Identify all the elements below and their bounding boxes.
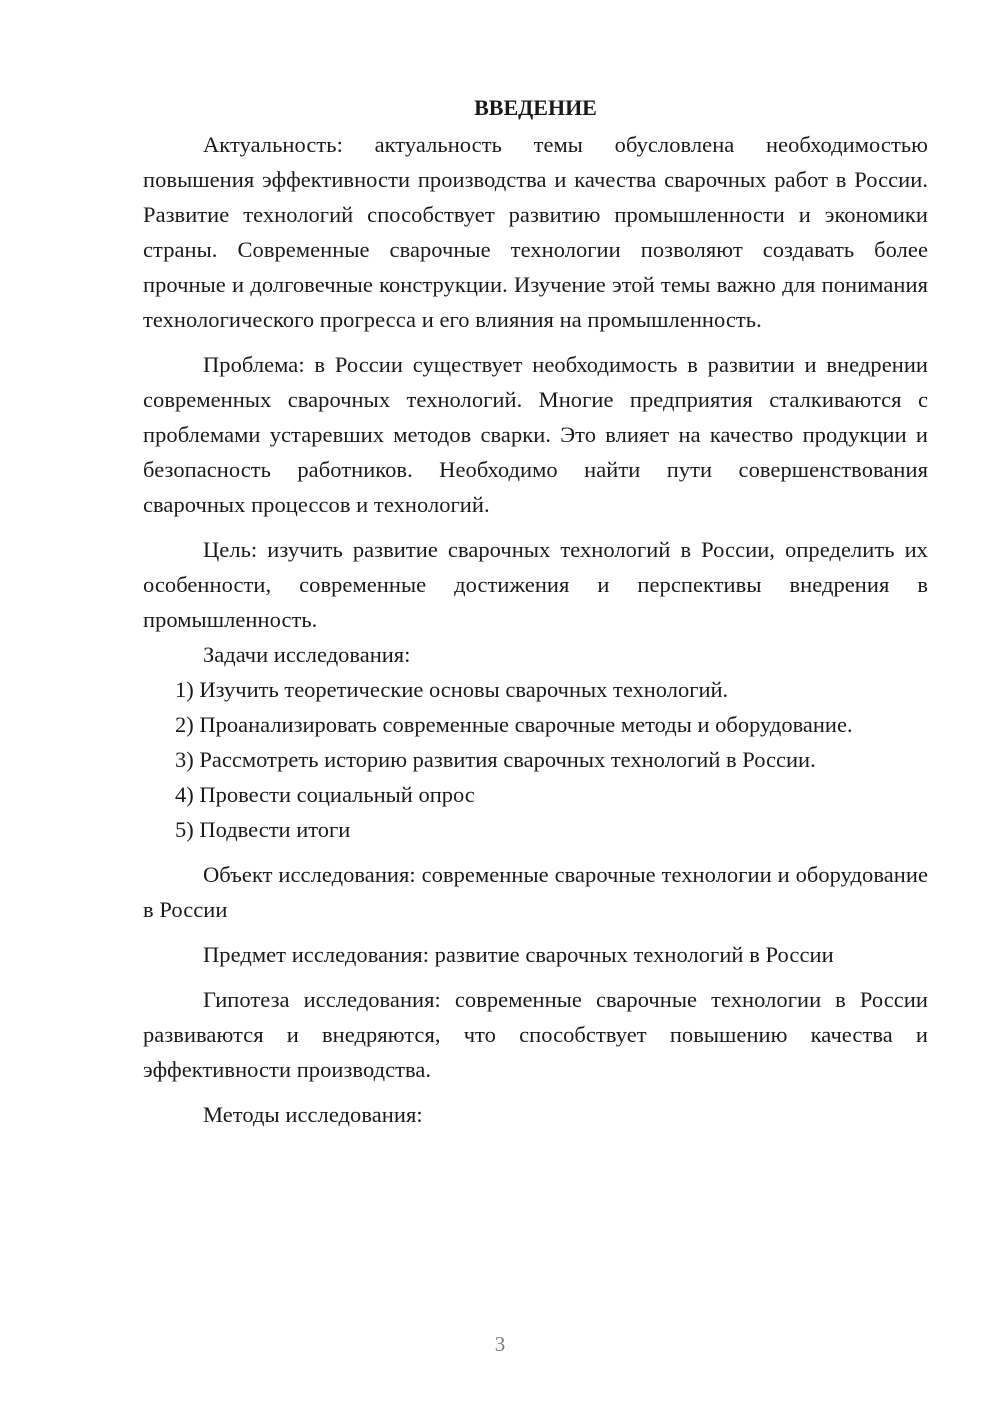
task-item-2: 2) Проанализировать современные сварочные методы и оборудование. xyxy=(175,712,853,737)
paragraph-object: Объект исследования: современные сварочные технологии и оборудование в России xyxy=(143,862,928,922)
paragraph-problem: Проблема: в России существует необходимость в развитии и внедрении современных сварочных технологий. Многие предприятия сталкиваются с проблемами устаревших методов сварки. Это влияет на качество продукции и безопасность работников. Необходимо найти пути совершенствования сварочных процессов и технологий. xyxy=(143,352,928,517)
methods-heading: Методы исследования: xyxy=(203,1102,423,1127)
paragraph-goal: Цель: изучить развитие сварочных технологий в России, определить их особенности, современные достижения и перспективы внедрения в промышленность. xyxy=(143,537,928,632)
task-item-5: 5) Подвести итоги xyxy=(175,817,351,842)
task-item-1: 1) Изучить теоретические основы сварочных технологий. xyxy=(175,677,729,702)
page-number: 3 xyxy=(494,1332,506,1356)
section-title: ВВЕДЕНИЕ xyxy=(474,95,597,120)
task-item-4: 4) Провести социальный опрос xyxy=(175,782,475,807)
paragraph-hypothesis: Гипотеза исследования: современные сварочные технологии в России развиваются и внедряются, что способствует повышению качества и эффективности производства. xyxy=(143,987,928,1082)
tasks-heading: Задачи исследования: xyxy=(203,642,411,667)
task-item-3: 3) Рассмотреть историю развития сварочных технологий в России. xyxy=(175,747,816,772)
document-page xyxy=(143,90,928,1132)
paragraph-subject: Предмет исследования: развитие сварочных технологий в России xyxy=(203,942,834,967)
paragraph-relevance: Актуальность: актуальность темы обусловлена необходимостью повышения эффективности производства и качества сварочных работ в России. Развитие технологий способствует развитию промышленности и экономики страны. Современные сварочные технологии позволяют создавать более прочные и долговечные конструкции. Изучение этой темы важно для понимания технологического прогресса и его влияния на промышленность. xyxy=(143,132,928,332)
